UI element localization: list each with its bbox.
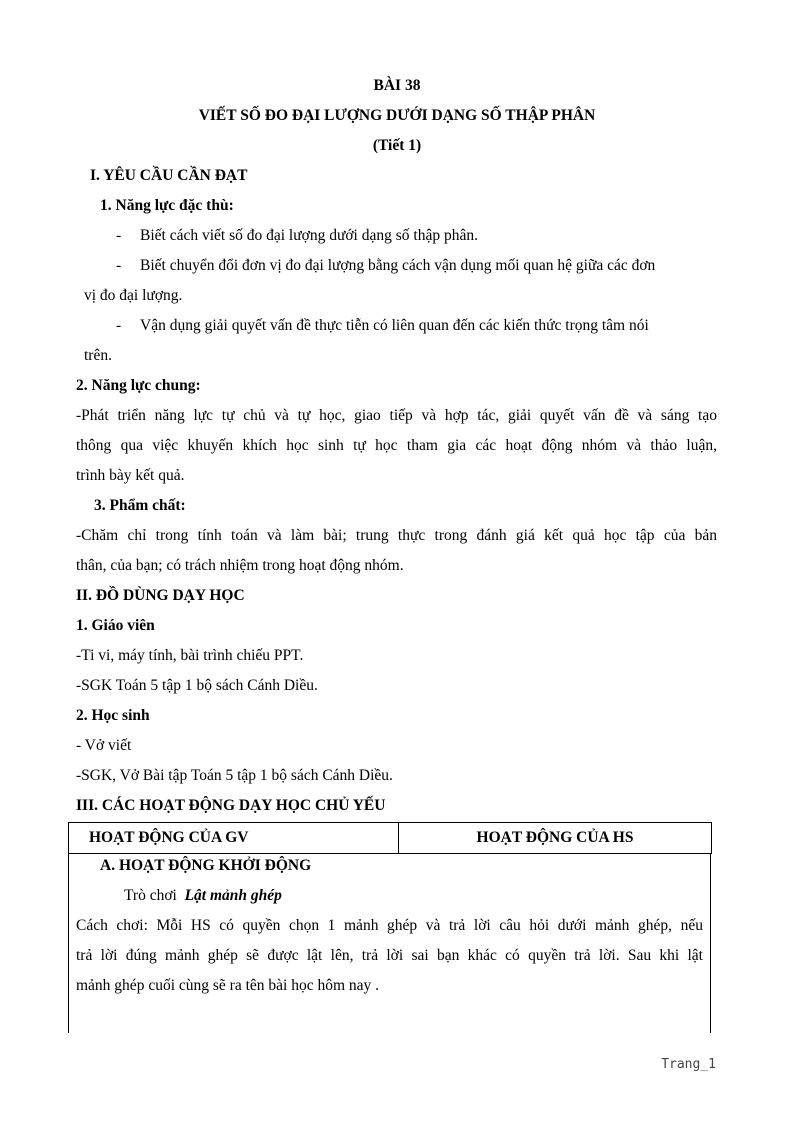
game-rule-line: trả lời đúng mảnh ghép sẽ được lật lên, trả lời sai bạn khác có quyền trả lời. Sau khi lật (76, 947, 703, 964)
bullet-item-2-cont: vị đo đại lượng. (84, 287, 183, 304)
bullet-item-3: - Vận dụng giải quyết vấn đề thực tiễn có liên quan đến các kiến thức trọng tâm nói (116, 317, 649, 334)
bullet-item-2: - Biết chuyển đổi đơn vị đo đại lượng bằng cách vận dụng mối quan hệ giữa các đơn (116, 257, 656, 274)
paragraph-line: -Chăm chỉ trong tính toán và làm bài; trung thực trong đánh giá kết quả học tập của bản (76, 527, 717, 544)
subsection-1-heading: 1. Năng lực đặc thù: (100, 197, 234, 214)
table-left-border (68, 853, 69, 1033)
section-2-heading: II. ĐỒ DÙNG DẠY HỌC (76, 587, 245, 604)
list-item: - Vở viết (76, 737, 132, 754)
bullet-item-1: - Biết cách viết số đo đại lượng dưới dạng số thập phân. (116, 227, 478, 244)
page-number: Trang_1 (661, 1057, 716, 1072)
list-item: -Ti vi, máy tính, bài trình chiếu PPT. (76, 647, 304, 664)
teacher-heading: 1. Giáo viên (76, 617, 155, 634)
bullet-item-3-cont: trên. (84, 347, 112, 364)
part-a-heading: A. HOẠT ĐỘNG KHỞI ĐỘNG (100, 857, 312, 874)
paragraph-line: thông qua việc khuyến khích học sinh tự học tham gia các hoạt động nhóm và thảo luận, (76, 437, 717, 454)
subsection-2-heading: 2. Năng lực chung: (76, 377, 201, 394)
list-item: -SGK, Vở Bài tập Toán 5 tập 1 bộ sách Cánh Diều. (76, 767, 393, 784)
student-column-header: HOẠT ĐỘNG CỦA HS (399, 823, 712, 854)
paragraph-line: thân, của bạn; có trách nhiệm trong hoạt động nhóm. (76, 557, 404, 574)
section-1-heading: I. YÊU CẦU CẦN ĐẠT (90, 167, 248, 184)
table-header-row (69, 823, 712, 854)
lesson-number: BÀI 38 (373, 77, 421, 94)
activities-table (68, 822, 712, 854)
teacher-column-header: HOẠT ĐỘNG CỦA GV (69, 823, 399, 854)
game-title: Trò chơi Lật mảnh ghép (124, 887, 282, 904)
section-3-heading: III. CÁC HOẠT ĐỘNG DẠY HỌC CHỦ YẾU (76, 797, 386, 814)
subsection-3-heading: 3. Phẩm chất: (94, 497, 186, 514)
lesson-title: VIẾT SỐ ĐO ĐẠI LƯỢNG DƯỚI DẠNG SỐ THẬP PHÂN (198, 107, 596, 124)
game-rule-line: Cách chơi: Mỗi HS có quyền chọn 1 mảnh ghép và trả lời câu hỏi dưới mảnh ghép, nếu (76, 917, 703, 934)
table-right-border (710, 853, 711, 1033)
paragraph-line: -Phát triển năng lực tự chủ và tự học, giao tiếp và hợp tác, giải quyết vấn đề và sáng tạo (76, 407, 717, 424)
paragraph-line: trình bày kết quả. (76, 467, 185, 484)
game-name: Lật mảnh ghép (184, 887, 282, 904)
list-item: -SGK Toán 5 tập 1 bộ sách Cánh Diều. (76, 677, 318, 694)
student-heading: 2. Học sinh (76, 707, 150, 724)
lesson-period: (Tiết 1) (372, 137, 422, 154)
game-rule-line: mảnh ghép cuối cùng sẽ ra tên bài học hôm nay . (76, 977, 380, 994)
